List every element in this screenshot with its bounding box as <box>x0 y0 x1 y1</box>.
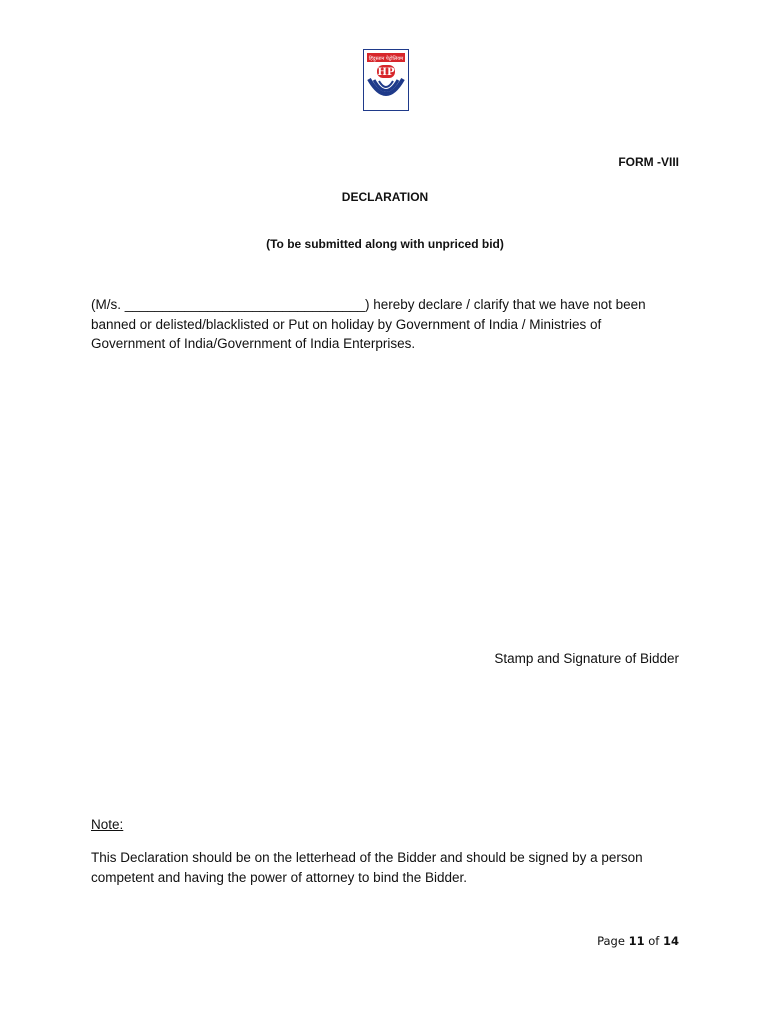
note-line: competent and having the power of attorney to bind the Bidder. <box>91 870 468 885</box>
note-paragraph <box>91 848 691 888</box>
signature-label: Stamp and Signature of Bidder <box>494 651 679 666</box>
declaration-line: (M/s. ________________________________) hereby declare / clarify that we have not been <box>91 297 646 312</box>
note-label: Note: <box>91 817 124 832</box>
declaration-paragraph <box>91 295 691 354</box>
page-prefix: Page <box>597 934 625 948</box>
declaration-line: Government of India/Government of India Enterprises. <box>91 336 416 351</box>
page-title: DECLARATION <box>341 190 429 204</box>
declaration-line: banned or delisted/blacklisted or Put on holiday by Government of India / Ministries of <box>91 316 602 332</box>
page-subtitle: (To be submitted along with unpriced bid) <box>266 237 504 251</box>
page-of: of <box>648 934 660 948</box>
hp-logo <box>363 49 409 111</box>
current-page: 11 <box>628 934 645 948</box>
logo-top-text: हिंदुस्तान पेट्रोलियम <box>368 56 404 62</box>
form-number: FORM -VIII <box>618 155 679 169</box>
total-pages: 14 <box>662 934 679 948</box>
logo-brand-text: HP <box>377 67 395 78</box>
note-line: This Declaration should be on the letterhead of the Bidder and should be signed by a person <box>91 850 643 865</box>
page-number <box>597 934 679 948</box>
hp-logo-icon <box>363 49 409 111</box>
